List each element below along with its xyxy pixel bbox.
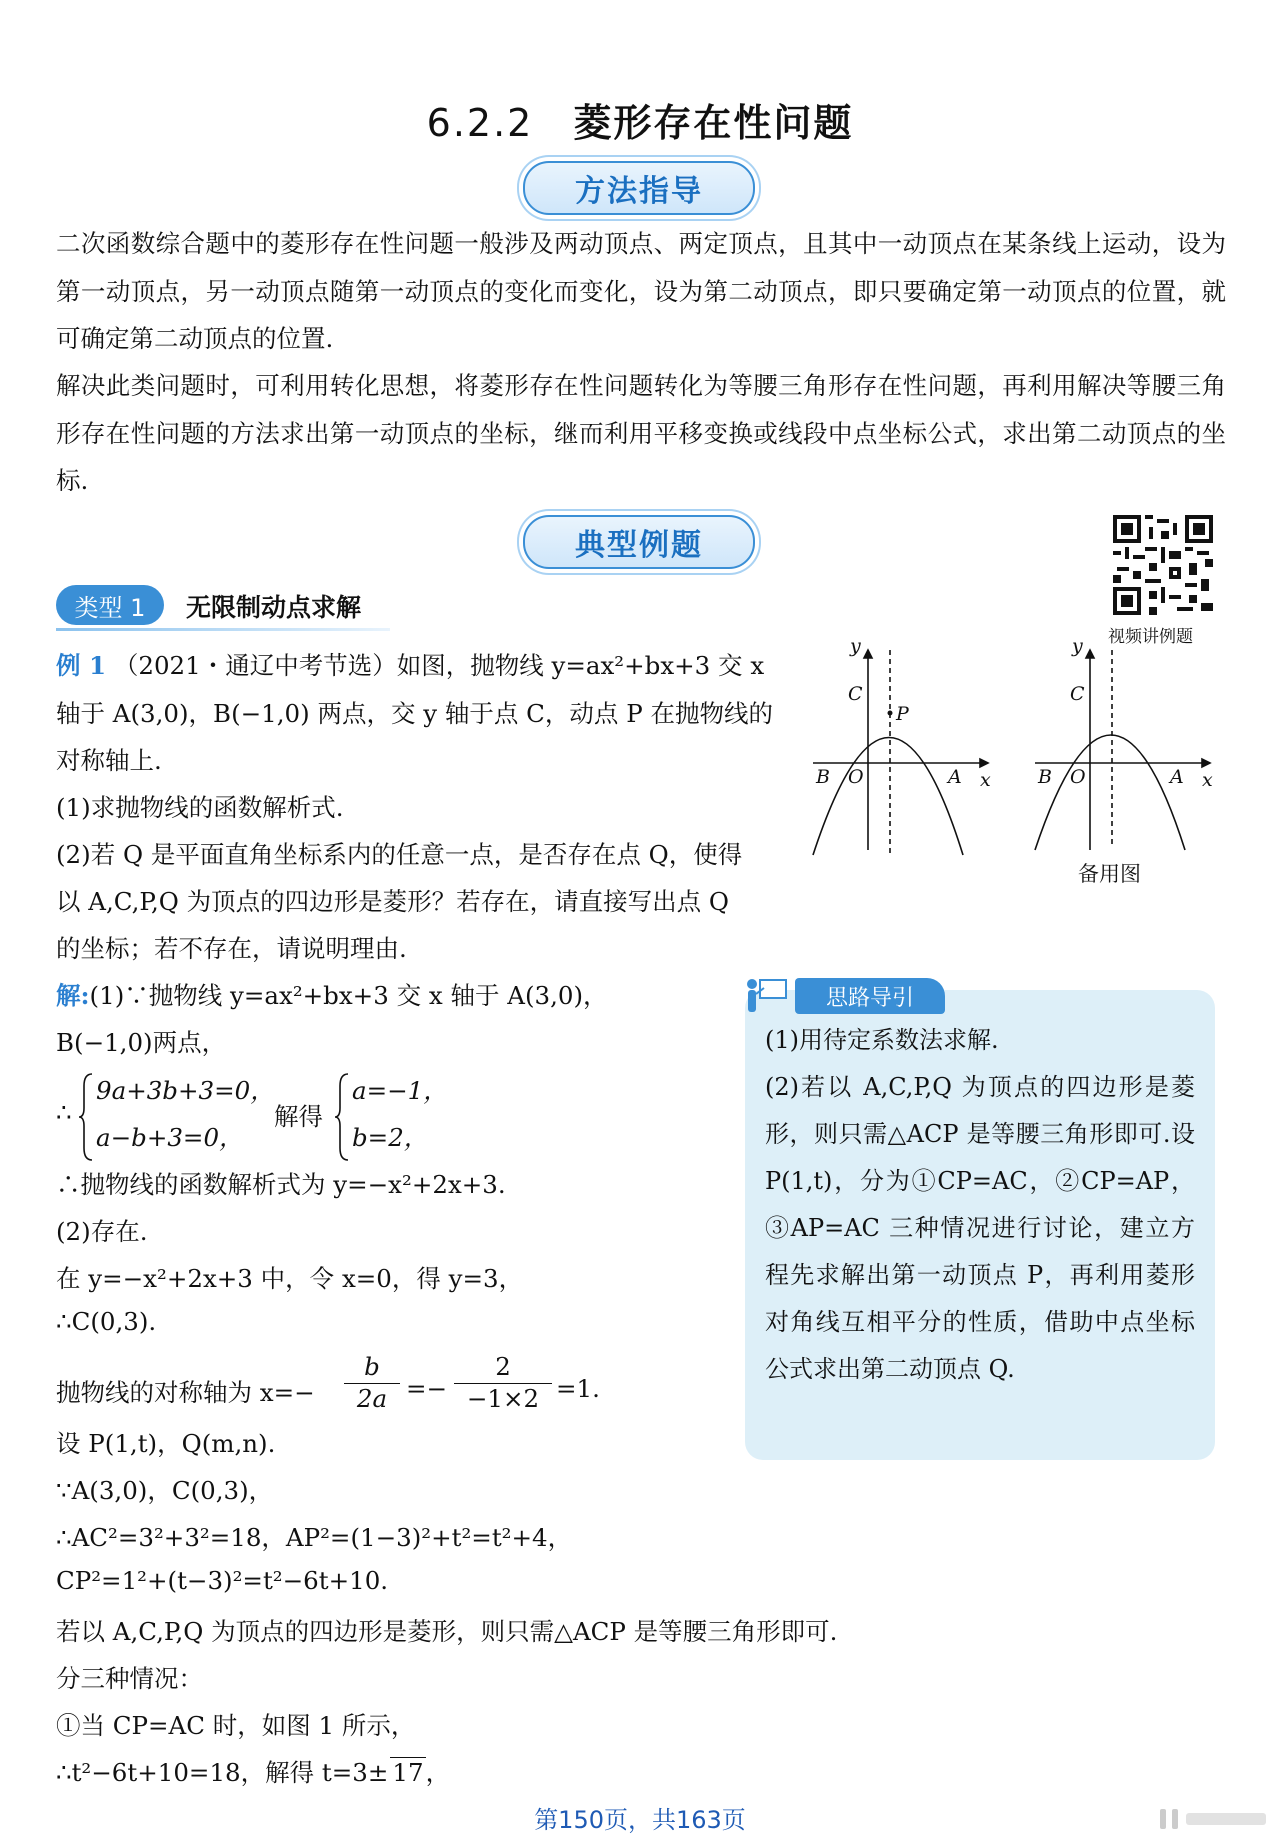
page-title [0, 92, 1280, 147]
parabola-curve [813, 738, 963, 856]
solution-line-13: ①当 CP=AC 时，如图 1 所示， [56, 1711, 416, 1740]
solution-line-9: ∴AC²=3²+3²=18，AP²=(1−3)²+t²=t²+4， [56, 1523, 573, 1552]
tip-tab: 思路导引 [795, 978, 945, 1014]
solution-line-10: CP²=1²+(t−3)²=t²−6t+10. [56, 1566, 389, 1595]
page-scroll-indicator[interactable] [1160, 1807, 1270, 1831]
brace-left [78, 1072, 94, 1162]
type-title: 无限制动点求解 [186, 593, 362, 622]
spare-parabola-figure [1030, 640, 1220, 860]
point-p-dot [888, 711, 893, 716]
teacher-icon [742, 974, 790, 1020]
example-question-2b: 以 A,C,P,Q 为顶点的四边形是菱形？若存在，请直接写出点 Q [56, 887, 729, 916]
type-badge: 类型 1 [56, 585, 164, 625]
spare-y-axis-label: y [1072, 640, 1083, 657]
tip-text: (1)用待定系数法求解. (2)若以 A,C,P,Q 为顶点的四边形是菱形，则只需△ACP 是等腰三角形即可.设 P(1,t)，分为①CP=AC，②CP=AP，③AP=AC 三种情况进行讨论，建立方程先求解出第一动顶点 P，再利用菱形对角线互相平分的性质，借助中点坐标公式求出第二动顶点 Q. [765, 1026, 1195, 1383]
y-axis-label: y [850, 640, 861, 657]
qr-code-icon [1113, 515, 1213, 615]
solution-line-8: ∵A(3,0)，C(0,3)， [56, 1476, 274, 1505]
spare-point-c-label: C [1070, 683, 1085, 705]
qr-caption: 视频讲例题 [1108, 627, 1193, 647]
parabola-figure [808, 640, 998, 860]
brace-right [334, 1072, 350, 1162]
fraction-b-over-2a: b 2a [344, 1352, 400, 1413]
solution-line-5: 在 y=−x²+2x+3 中，令 x=0，得 y=3， [56, 1264, 524, 1293]
solution-line-4: (2)存在. [56, 1217, 148, 1246]
solution-line-6: ∴C(0,3). [56, 1307, 157, 1336]
point-c-label: C [848, 683, 863, 705]
spare-point-a-label: A [1170, 766, 1184, 788]
spare-point-b-label: B [1038, 766, 1052, 788]
solution-line-14: ∴t²−6t+10=18，解得 t=3± 17， [56, 1758, 451, 1787]
solution-line-12: 分三种情况： [56, 1664, 203, 1693]
x-axis-label: x [980, 769, 991, 791]
point-a-label: A [948, 766, 962, 788]
example-line-1: 例 1 （2021・通辽中考节选）如图，抛物线 y=ax²+bx+3 交 x [56, 651, 765, 680]
example-question-2c: 的坐标；若不存在，请说明理由. [56, 934, 407, 963]
example-question-2a: (2)若 Q 是平面直角坐标系内的任意一点，是否存在点 Q，使得 [56, 840, 743, 869]
intro-paragraph-2: 解决此类问题时，可利用转化思想，将菱形存在性问题转化为等腰三角形存在性问题，再利用解决等腰三角形存在性问题的方法求出第一动顶点的坐标，继而利用平移变换或线段中点坐标公式，求出第二动顶点的坐标. [56, 371, 1226, 495]
examples-heading-label: 典型例题 [575, 528, 703, 563]
symmetry-axis-equation: 抛物线的对称轴为 x=− b 2a =− 2 −1×2 =1. [56, 1352, 600, 1413]
method-heading [523, 161, 755, 215]
point-o-label: O [848, 766, 864, 788]
example-label: 例 1 [56, 651, 107, 680]
point-p-label: P [896, 703, 909, 725]
examples-heading [523, 515, 755, 569]
intro-paragraph-1: 二次函数综合题中的菱形存在性问题一般涉及两动顶点、两定顶点，且其中一动顶点在某条线上运动，设为第一动顶点，另一动顶点随第一动顶点的变化而变化，设为第二动顶点，即只要确定第一动顶点的位置，就可确定第二动顶点的位置. [56, 229, 1226, 353]
spare-point-o-label: O [1070, 766, 1086, 788]
section-number: 6.2.2 [426, 101, 534, 145]
spare-figure-caption: 备用图 [1078, 862, 1141, 886]
equation-system: ∴ 9a+3b+3=0， a−b+3=0， 解得 a=−1， b=2， [56, 1068, 456, 1164]
example-line-3: 对称轴上. [56, 746, 162, 775]
type-underline [56, 628, 390, 631]
example-line-2: 轴于 A(3,0)，B(−1,0) 两点，交 y 轴于点 C，动点 P 在抛物线的 [56, 699, 773, 728]
solution-line-11: 若以 A,C,P,Q 为顶点的四边形是菱形，则只需△ACP 是等腰三角形即可. [56, 1617, 838, 1646]
example-question-1: (1)求抛物线的函数解析式. [56, 793, 344, 822]
point-b-label: B [816, 766, 830, 788]
section-title: 菱形存在性问题 [573, 101, 854, 145]
solution-line-7: 设 P(1,t)，Q(m,n). [56, 1429, 276, 1458]
page-indicator: 第150页，共163页 [534, 1806, 746, 1834]
fraction-2-over-neg2: 2 −1×2 [454, 1352, 552, 1413]
qr-code[interactable] [1113, 515, 1213, 615]
method-heading-label: 方法指导 [575, 174, 703, 209]
solution-line-1: 解:(1)∵抛物线 y=ax²+bx+3 交 x 轴于 A(3,0)， [56, 981, 608, 1010]
solution-line-2: B(−1,0)两点， [56, 1028, 227, 1057]
solution-line-3: ∴抛物线的函数解析式为 y=−x²+2x+3. [56, 1170, 506, 1199]
spare-x-axis-label: x [1202, 769, 1213, 791]
solution-label: 解: [56, 981, 90, 1010]
sqrt-17: 17 [392, 1758, 424, 1787]
